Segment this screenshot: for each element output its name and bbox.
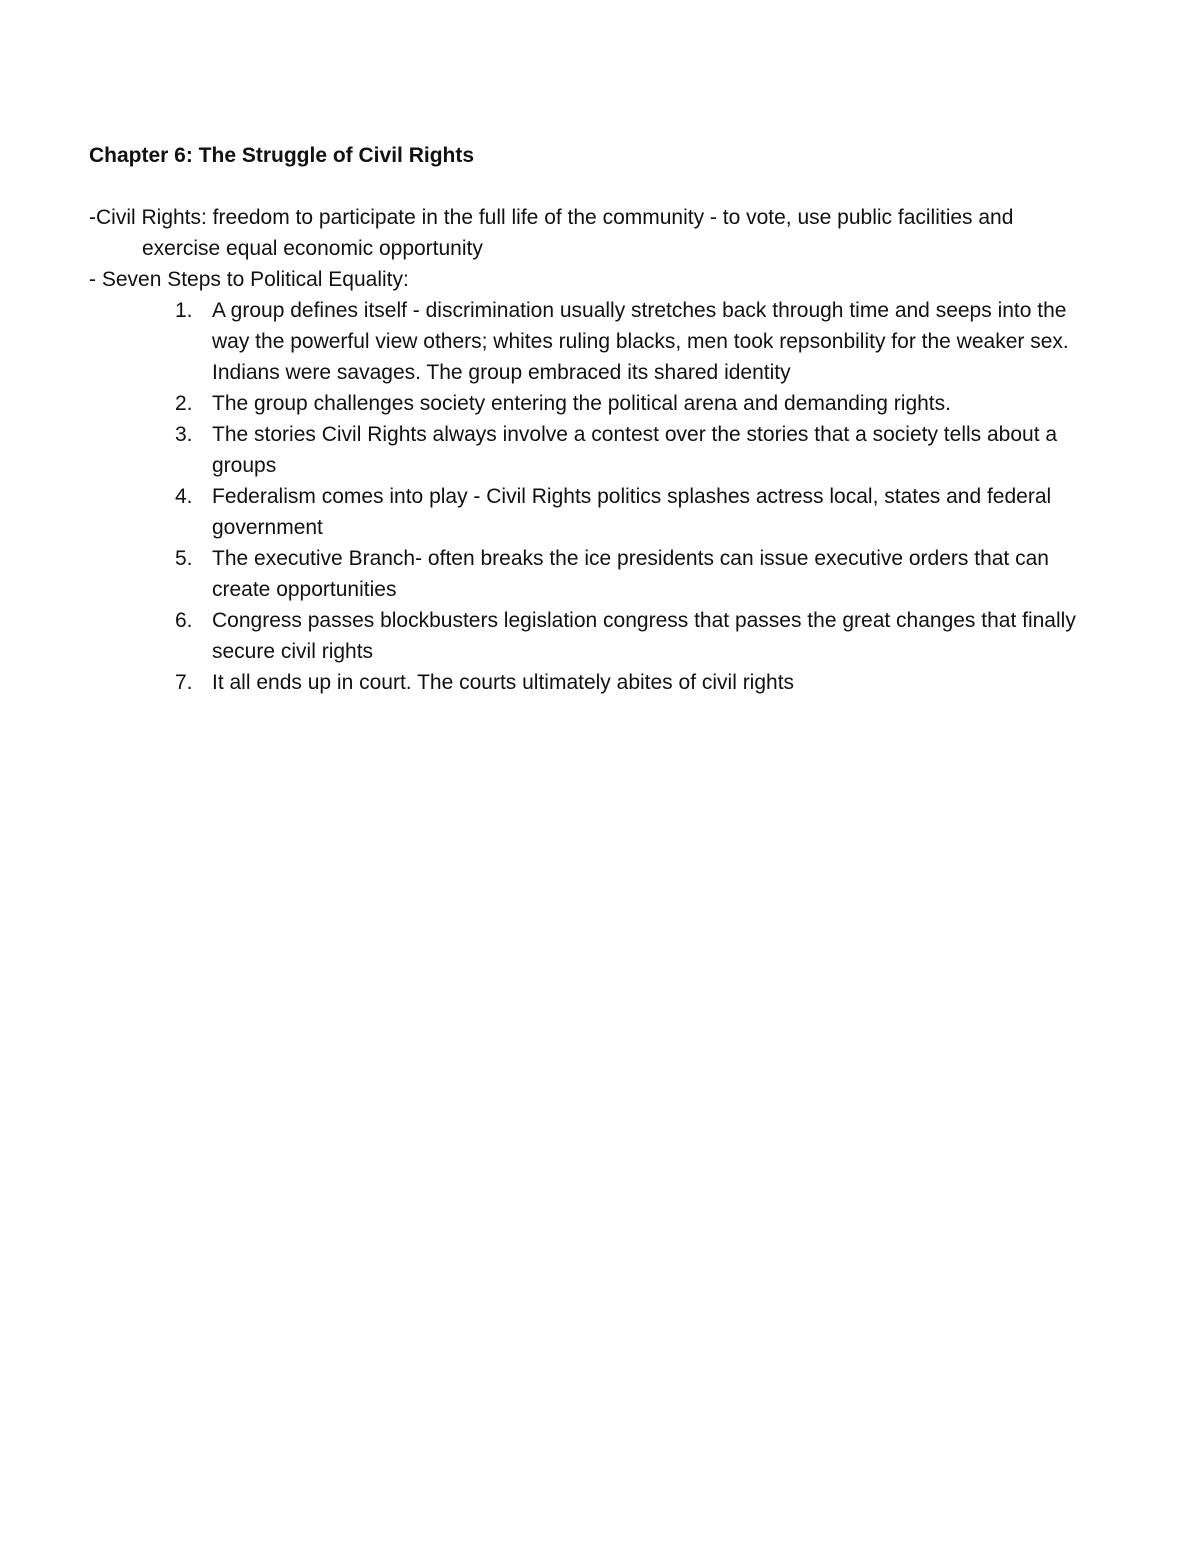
step-number: 1.: [175, 299, 193, 322]
step-text: It all ends up in court. The courts ultimately abites of civil rights: [212, 671, 795, 694]
step-number: 6.: [175, 609, 193, 632]
step-text: The group challenges society entering the political arena and demanding rights.: [212, 392, 951, 415]
step-item: [89, 419, 1089, 481]
step-number: 5.: [175, 547, 193, 570]
step-number: 3.: [175, 423, 193, 446]
step-item: [89, 295, 1089, 388]
civil-rights-definition: -Civil Rights: freedom to participate in the full life of the community - to vote, use public facilities and exercise equal economic opportunity: [89, 206, 1014, 260]
step-item: [89, 543, 1089, 605]
step-text: Congress passes blockbusters legislation congress that passes the great changes that finally secure civil rights: [212, 609, 1076, 663]
chapter-title: Chapter 6: The Struggle of Civil Rights: [89, 144, 475, 167]
step-text: Federalism comes into play - Civil Rights politics splashes actress local, states and federal government: [212, 485, 1052, 539]
step-number: 2.: [175, 392, 193, 415]
step-text: The stories Civil Rights always involve a contest over the stories that a society tells about a groups: [212, 423, 1058, 477]
step-number: 7.: [175, 671, 193, 694]
step-item: [89, 667, 1089, 698]
document-content: [89, 140, 1089, 698]
steps-heading: - Seven Steps to Political Equality:: [89, 268, 409, 291]
step-item: [89, 481, 1089, 543]
steps-list: [89, 295, 1089, 698]
step-item: [89, 605, 1089, 667]
step-text: The executive Branch- often breaks the ice presidents can issue executive orders that can create opportunities: [212, 547, 1049, 601]
step-number: 4.: [175, 485, 193, 508]
step-text: A group defines itself - discrimination usually stretches back through time and seeps into the way the powerful view others; whites ruling blacks, men took repsonbility for the weaker sex. Indians were savages. The group embraced its shared identity: [212, 299, 1069, 384]
step-item: [89, 388, 1089, 419]
